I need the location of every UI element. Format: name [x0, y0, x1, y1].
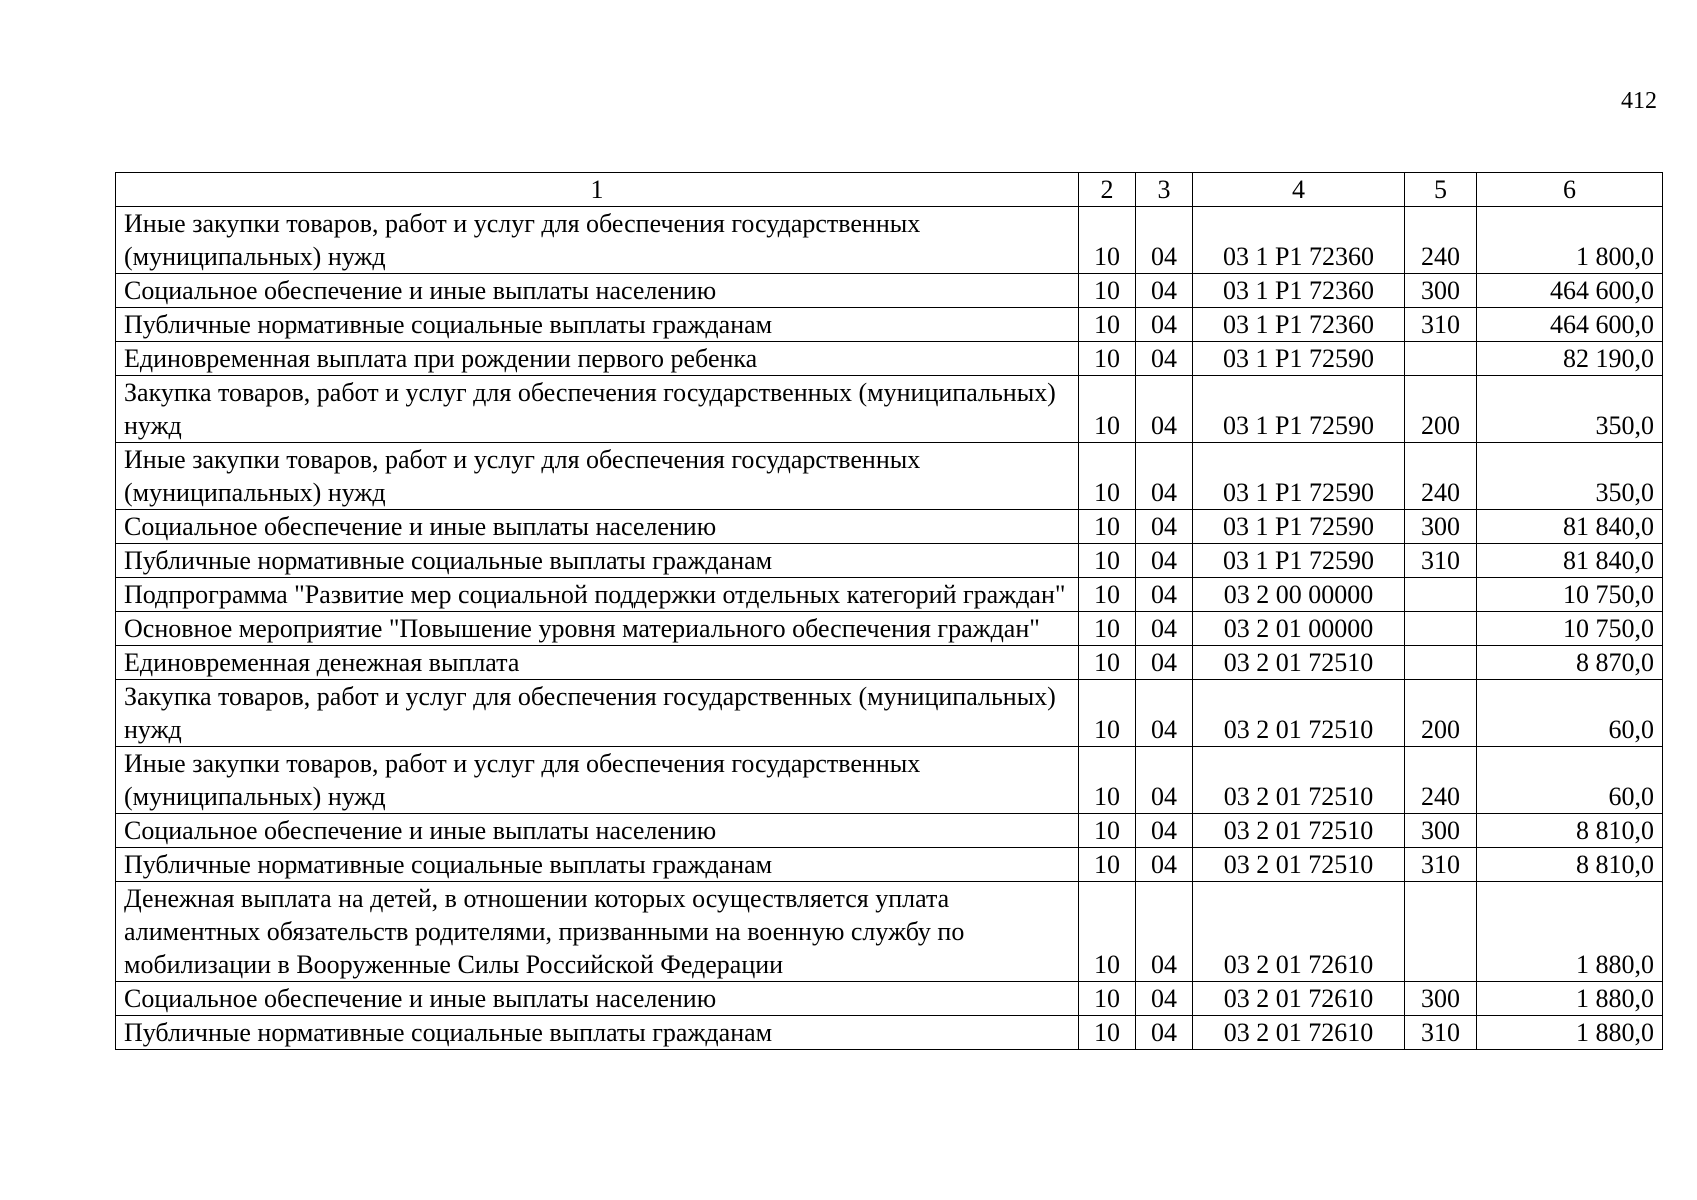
row-amount: 1 880,0: [1477, 882, 1663, 982]
row-amount: 1 800,0: [1477, 207, 1663, 274]
row-name: Социальное обеспечение и иные выплаты населению: [116, 982, 1079, 1016]
row-name: Денежная выплата на детей, в отношении которых осуществляется уплата алиментных обязательств родителями, призванными на военную службу по мобилизации в Вооруженные Силы Российской Федерации: [116, 882, 1079, 982]
row-section: 10: [1079, 747, 1136, 814]
row-amount: 10 750,0: [1477, 578, 1663, 612]
row-subsection: 04: [1136, 443, 1193, 510]
row-section: 10: [1079, 578, 1136, 612]
row-section: 10: [1079, 376, 1136, 443]
column-header-2: 2: [1079, 173, 1136, 207]
row-subsection: 04: [1136, 578, 1193, 612]
row-amount: 60,0: [1477, 680, 1663, 747]
row-amount: 8 810,0: [1477, 848, 1663, 882]
row-section: 10: [1079, 510, 1136, 544]
row-target-article: 03 1 P1 72360: [1193, 274, 1405, 308]
row-target-article: 03 2 01 00000: [1193, 612, 1405, 646]
table-row: [116, 510, 1663, 544]
row-target-article: 03 1 P1 72590: [1193, 376, 1405, 443]
row-amount: 10 750,0: [1477, 612, 1663, 646]
row-name: Иные закупки товаров, работ и услуг для обеспечения государственных (муниципальных) нужд: [116, 443, 1079, 510]
table-row: [116, 982, 1663, 1016]
row-name: Закупка товаров, работ и услуг для обеспечения государственных (муниципальных) нужд: [116, 376, 1079, 443]
row-expense-type: [1405, 578, 1477, 612]
row-expense-type: 310: [1405, 308, 1477, 342]
row-target-article: 03 1 P1 72590: [1193, 443, 1405, 510]
row-name: Иные закупки товаров, работ и услуг для обеспечения государственных (муниципальных) нужд: [116, 747, 1079, 814]
row-subsection: 04: [1136, 680, 1193, 747]
table-row: [116, 814, 1663, 848]
row-expense-type: [1405, 646, 1477, 680]
row-subsection: 04: [1136, 544, 1193, 578]
row-target-article: 03 2 01 72510: [1193, 646, 1405, 680]
row-subsection: 04: [1136, 510, 1193, 544]
table-row: [116, 747, 1663, 814]
table-row: [116, 274, 1663, 308]
row-subsection: 04: [1136, 747, 1193, 814]
row-expense-type: [1405, 612, 1477, 646]
row-expense-type: 240: [1405, 747, 1477, 814]
table-row: [116, 578, 1663, 612]
row-expense-type: 300: [1405, 814, 1477, 848]
row-target-article: 03 2 01 72510: [1193, 747, 1405, 814]
row-amount: 8 870,0: [1477, 646, 1663, 680]
row-section: 10: [1079, 848, 1136, 882]
row-section: 10: [1079, 882, 1136, 982]
row-section: 10: [1079, 680, 1136, 747]
row-section: 10: [1079, 1016, 1136, 1050]
table-row: [116, 342, 1663, 376]
row-subsection: 04: [1136, 376, 1193, 443]
row-amount: 350,0: [1477, 376, 1663, 443]
row-expense-type: [1405, 342, 1477, 376]
row-section: 10: [1079, 274, 1136, 308]
table-row: [116, 1016, 1663, 1050]
row-name: Подпрограмма "Развитие мер социальной поддержки отдельных категорий граждан": [116, 578, 1079, 612]
row-subsection: 04: [1136, 882, 1193, 982]
row-expense-type: 240: [1405, 443, 1477, 510]
row-name: Публичные нормативные социальные выплаты гражданам: [116, 1016, 1079, 1050]
table-row: [116, 680, 1663, 747]
column-header-3: 3: [1136, 173, 1193, 207]
row-amount: 1 880,0: [1477, 982, 1663, 1016]
row-subsection: 04: [1136, 1016, 1193, 1050]
table-body: [116, 207, 1663, 1050]
row-section: 10: [1079, 646, 1136, 680]
row-expense-type: [1405, 882, 1477, 982]
row-name: Публичные нормативные социальные выплаты гражданам: [116, 848, 1079, 882]
row-target-article: 03 2 01 72610: [1193, 982, 1405, 1016]
row-name: Иные закупки товаров, работ и услуг для обеспечения государственных (муниципальных) нужд: [116, 207, 1079, 274]
row-expense-type: 310: [1405, 848, 1477, 882]
row-name: Публичные нормативные социальные выплаты гражданам: [116, 308, 1079, 342]
row-target-article: 03 2 00 00000: [1193, 578, 1405, 612]
row-section: 10: [1079, 443, 1136, 510]
row-name: Публичные нормативные социальные выплаты гражданам: [116, 544, 1079, 578]
row-name: Единовременная денежная выплата: [116, 646, 1079, 680]
row-subsection: 04: [1136, 814, 1193, 848]
row-section: 10: [1079, 342, 1136, 376]
table-row: [116, 308, 1663, 342]
row-expense-type: 300: [1405, 274, 1477, 308]
row-expense-type: 240: [1405, 207, 1477, 274]
row-expense-type: 200: [1405, 680, 1477, 747]
row-amount: 350,0: [1477, 443, 1663, 510]
row-target-article: 03 1 P1 72360: [1193, 207, 1405, 274]
table-row: [116, 376, 1663, 443]
column-number-header-row: [116, 173, 1663, 207]
column-header-4: 4: [1193, 173, 1405, 207]
page-number: 412: [1621, 88, 1657, 114]
column-header-5: 5: [1405, 173, 1477, 207]
row-section: 10: [1079, 544, 1136, 578]
row-expense-type: 200: [1405, 376, 1477, 443]
table-row: [116, 443, 1663, 510]
row-subsection: 04: [1136, 646, 1193, 680]
row-target-article: 03 1 P1 72590: [1193, 342, 1405, 376]
table-row: [116, 848, 1663, 882]
row-subsection: 04: [1136, 982, 1193, 1016]
table-row: [116, 544, 1663, 578]
row-name: Закупка товаров, работ и услуг для обеспечения государственных (муниципальных) нужд: [116, 680, 1079, 747]
row-amount: 1 880,0: [1477, 1016, 1663, 1050]
column-header-6: 6: [1477, 173, 1663, 207]
row-name: Социальное обеспечение и иные выплаты населению: [116, 274, 1079, 308]
row-target-article: 03 2 01 72510: [1193, 814, 1405, 848]
row-subsection: 04: [1136, 612, 1193, 646]
row-amount: 464 600,0: [1477, 308, 1663, 342]
row-target-article: 03 2 01 72510: [1193, 848, 1405, 882]
row-name: Единовременная выплата при рождении первого ребенка: [116, 342, 1079, 376]
row-section: 10: [1079, 814, 1136, 848]
budget-table: [115, 172, 1663, 1050]
row-amount: 60,0: [1477, 747, 1663, 814]
row-subsection: 04: [1136, 848, 1193, 882]
column-header-1: 1: [116, 173, 1079, 207]
row-target-article: 03 2 01 72610: [1193, 882, 1405, 982]
row-section: 10: [1079, 612, 1136, 646]
table-row: [116, 882, 1663, 982]
row-subsection: 04: [1136, 274, 1193, 308]
row-name: Основное мероприятие "Повышение уровня материального обеспечения граждан": [116, 612, 1079, 646]
row-section: 10: [1079, 207, 1136, 274]
row-expense-type: 300: [1405, 982, 1477, 1016]
row-subsection: 04: [1136, 207, 1193, 274]
row-target-article: 03 2 01 72610: [1193, 1016, 1405, 1050]
table-row: [116, 612, 1663, 646]
row-amount: 81 840,0: [1477, 544, 1663, 578]
row-subsection: 04: [1136, 342, 1193, 376]
table-row: [116, 646, 1663, 680]
row-amount: 81 840,0: [1477, 510, 1663, 544]
row-target-article: 03 1 P1 72590: [1193, 544, 1405, 578]
row-expense-type: 310: [1405, 544, 1477, 578]
row-subsection: 04: [1136, 308, 1193, 342]
row-expense-type: 310: [1405, 1016, 1477, 1050]
row-section: 10: [1079, 308, 1136, 342]
row-name: Социальное обеспечение и иные выплаты населению: [116, 814, 1079, 848]
row-target-article: 03 1 P1 72590: [1193, 510, 1405, 544]
row-section: 10: [1079, 982, 1136, 1016]
table-row: [116, 207, 1663, 274]
row-amount: 82 190,0: [1477, 342, 1663, 376]
row-expense-type: 300: [1405, 510, 1477, 544]
row-target-article: 03 2 01 72510: [1193, 680, 1405, 747]
row-amount: 464 600,0: [1477, 274, 1663, 308]
row-amount: 8 810,0: [1477, 814, 1663, 848]
row-name: Социальное обеспечение и иные выплаты населению: [116, 510, 1079, 544]
row-target-article: 03 1 P1 72360: [1193, 308, 1405, 342]
